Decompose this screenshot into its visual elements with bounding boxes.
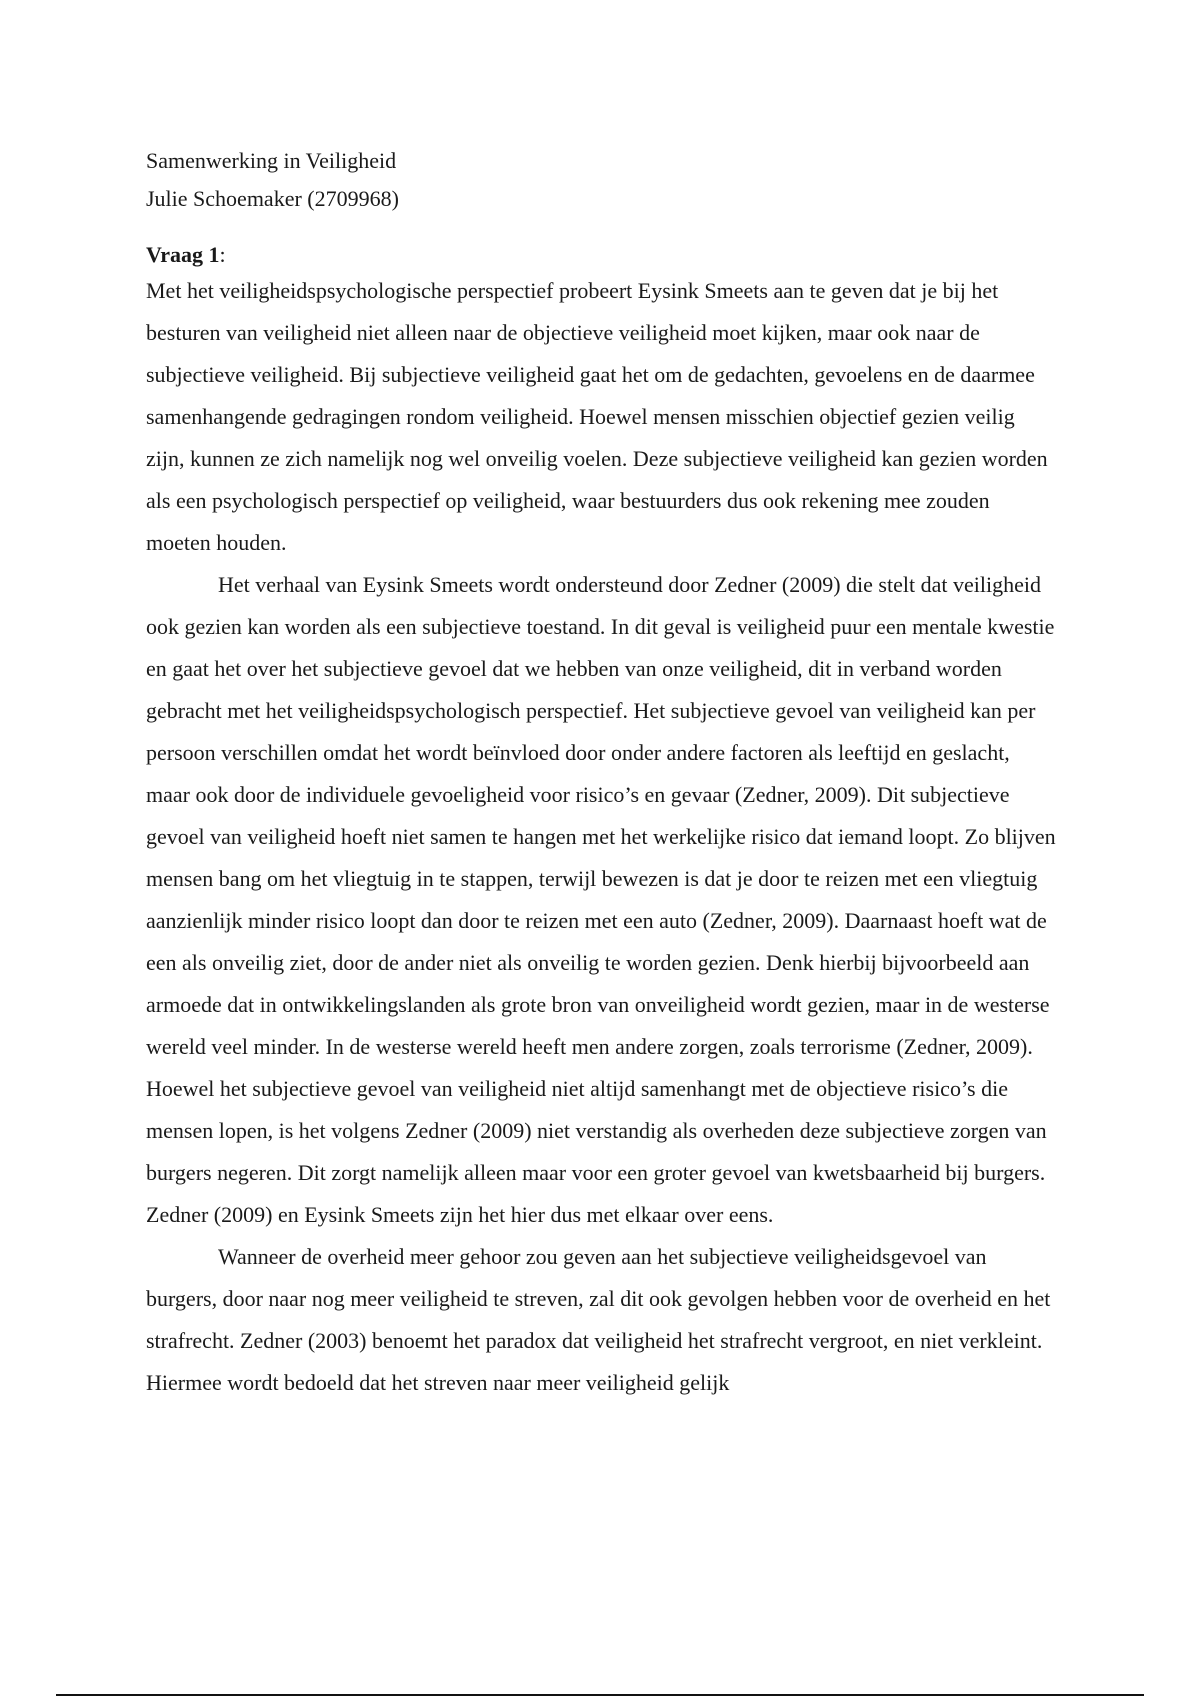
question-heading (146, 240, 1056, 270)
document-page (146, 142, 1056, 1404)
paragraph-3: Wanneer de overheid meer gehoor zou geven aan het subjectieve veiligheidsgevoel van burgers, door naar nog meer veiligheid te streven, zal dit ook gevolgen hebben voor de overheid en het strafrecht. Zedner (2003) benoemt het paradox dat veiligheid het strafrecht vergroot, en niet verkleint. Hiermee wordt bedoeld dat het streven naar meer veiligheid gelijk (146, 1244, 1051, 1395)
paragraph-2: Het verhaal van Eysink Smeets wordt ondersteund door Zedner (2009) die stelt dat veiligheid ook gezien kan worden als een subjectieve toestand. In dit geval is veiligheid puur een mentale kwestie en gaat het over het subjectieve gevoel dat we hebben van onze veiligheid, dit in verband worden gebracht met het veiligheidspsychologisch perspectief. Het subjectieve gevoel van veiligheid kan per persoon verschillen omdat het wordt beïnvloed door onder andere factoren als leeftijd en geslacht, maar ook door de individuele gevoeligheid voor risico’s en gevaar (Zedner, 2009). Dit subjectieve gevoel van veiligheid hoeft niet samen te hangen met het werkelijke risico dat iemand loopt. Zo blijven mensen bang om het vliegtuig in te stappen, terwijl bewezen is dat je door te reizen met een vliegtuig aanzienlijk minder risico loopt dan door te reizen met een auto (Zedner, 2009). Daarnaast hoeft wat de een als onveilig ziet, door de ander niet als onveilig te worden gezien. Denk hierbij bijvoorbeeld aan armoede dat in ontwikkelingslanden als grote bron van onveiligheid wordt gezien, maar in de westerse wereld veel minder. In de westerse wereld heeft men andere zorgen, zoals terrorisme (Zedner, 2009). Hoewel het subjectieve gevoel van veiligheid niet altijd samenhangt met de objectieve risico’s die mensen lopen, is het volgens Zedner (2009) niet verstandig als overheden deze subjectieve zorgen van burgers negeren. Dit zorgt namelijk alleen maar voor een groter gevoel van kwetsbaarheid bij burgers. Zedner (2009) en Eysink Smeets zijn het hier dus met elkaar over eens. (146, 572, 1056, 1227)
paragraph-1: Met het veiligheidspsychologische perspectief probeert Eysink Smeets aan te geven dat je bij het besturen van veiligheid niet alleen naar de objectieve veiligheid moet kijken, maar ook naar de subjectieve veiligheid. Bij subjectieve veiligheid gaat het om de gedachten, gevoelens en de daarmee samenhangende gedragingen rondom veiligheid. Hoewel mensen misschien objectief gezien veilig zijn, kunnen ze zich namelijk nog wel onveilig voelen. Deze subjectieve veiligheid kan gezien worden als een psychologisch perspectief op veiligheid, waar bestuurders dus ook rekening mee zouden moeten houden. (146, 278, 1048, 555)
question-label: Vraag 1 (146, 242, 220, 267)
question-colon: : (219, 242, 226, 267)
page-bottom-rule (56, 1694, 1144, 1696)
author-line: Julie Schoemaker (2709968) (146, 186, 399, 211)
course-title: Samenwerking in Veiligheid (146, 148, 397, 173)
